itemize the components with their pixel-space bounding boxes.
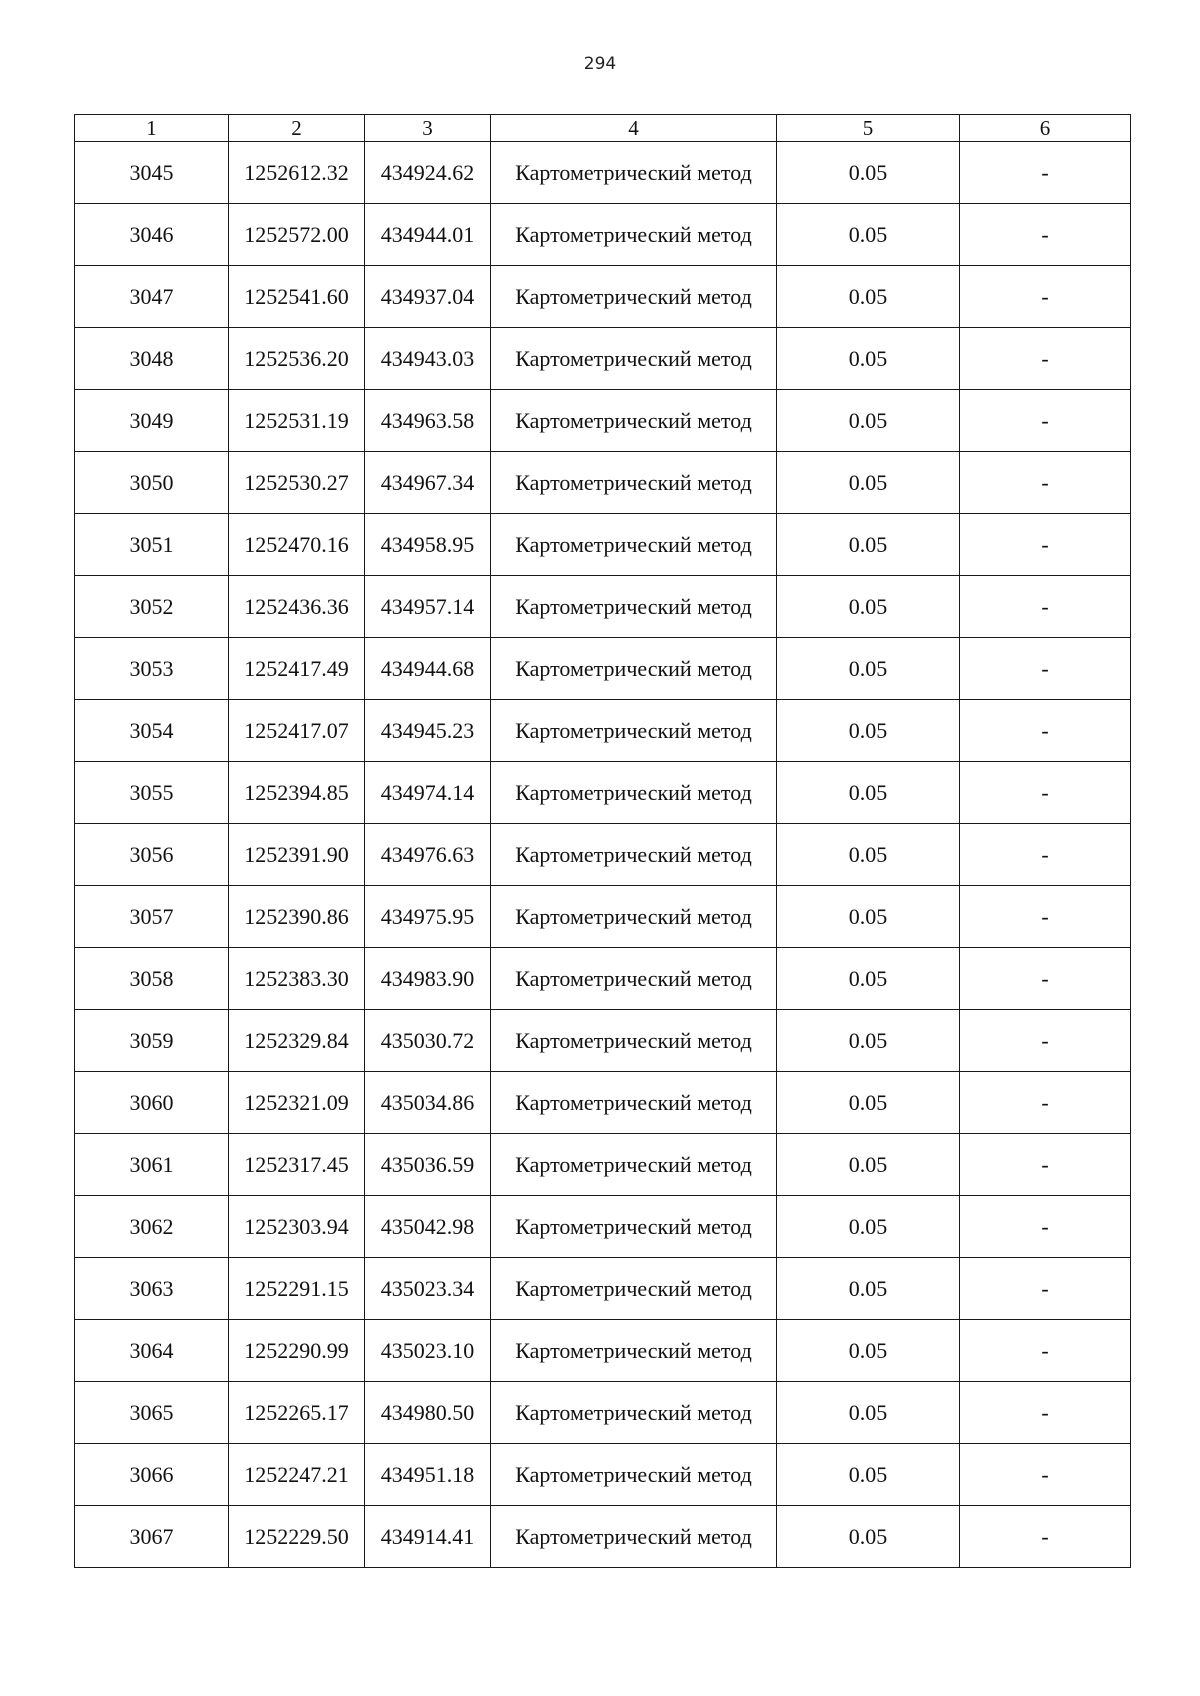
- description-cell: -: [960, 1134, 1131, 1196]
- method-cell: Картометрический метод: [491, 1072, 777, 1134]
- table-row: [75, 1072, 1131, 1134]
- description-cell: -: [960, 824, 1131, 886]
- accuracy-cell: 0.05: [777, 1010, 960, 1072]
- accuracy-cell: 0.05: [777, 1506, 960, 1568]
- table-row: [75, 204, 1131, 266]
- method-cell: Картометрический метод: [491, 1258, 777, 1320]
- description-cell: -: [960, 266, 1131, 328]
- point-number-cell: 3063: [75, 1258, 229, 1320]
- x-coordinate-cell: 1252436.36: [229, 576, 365, 638]
- description-cell: -: [960, 638, 1131, 700]
- table-row: [75, 266, 1131, 328]
- y-coordinate-cell: 434967.34: [365, 452, 491, 514]
- method-cell: Картометрический метод: [491, 886, 777, 948]
- table-row: [75, 948, 1131, 1010]
- accuracy-cell: 0.05: [777, 266, 960, 328]
- x-coordinate-cell: 1252530.27: [229, 452, 365, 514]
- point-number-cell: 3065: [75, 1382, 229, 1444]
- description-cell: -: [960, 948, 1131, 1010]
- x-coordinate-cell: 1252290.99: [229, 1320, 365, 1382]
- description-cell: -: [960, 576, 1131, 638]
- method-cell: Картометрический метод: [491, 390, 777, 452]
- point-number-cell: 3055: [75, 762, 229, 824]
- y-coordinate-cell: 434974.14: [365, 762, 491, 824]
- table-row: [75, 1134, 1131, 1196]
- accuracy-cell: 0.05: [777, 638, 960, 700]
- y-coordinate-cell: 434924.62: [365, 142, 491, 204]
- table-row: [75, 1382, 1131, 1444]
- accuracy-cell: 0.05: [777, 948, 960, 1010]
- point-number-cell: 3053: [75, 638, 229, 700]
- y-coordinate-cell: 434944.01: [365, 204, 491, 266]
- method-cell: Картометрический метод: [491, 1196, 777, 1258]
- description-cell: -: [960, 1196, 1131, 1258]
- accuracy-cell: 0.05: [777, 1072, 960, 1134]
- accuracy-cell: 0.05: [777, 142, 960, 204]
- description-cell: -: [960, 1382, 1131, 1444]
- description-cell: -: [960, 762, 1131, 824]
- table-row: [75, 638, 1131, 700]
- x-coordinate-cell: 1252536.20: [229, 328, 365, 390]
- accuracy-cell: 0.05: [777, 1444, 960, 1506]
- accuracy-cell: 0.05: [777, 514, 960, 576]
- table-row: [75, 514, 1131, 576]
- y-coordinate-cell: 434963.58: [365, 390, 491, 452]
- point-number-cell: 3067: [75, 1506, 229, 1568]
- method-cell: Картометрический метод: [491, 762, 777, 824]
- method-cell: Картометрический метод: [491, 204, 777, 266]
- x-coordinate-cell: 1252317.45: [229, 1134, 365, 1196]
- description-cell: -: [960, 204, 1131, 266]
- coordinates-table: [74, 114, 1131, 1568]
- table-body: [75, 142, 1131, 1568]
- table-row: [75, 1196, 1131, 1258]
- point-number-cell: 3046: [75, 204, 229, 266]
- y-coordinate-cell: 434980.50: [365, 1382, 491, 1444]
- description-cell: -: [960, 1258, 1131, 1320]
- point-number-cell: 3054: [75, 700, 229, 762]
- point-number-cell: 3056: [75, 824, 229, 886]
- y-coordinate-cell: 435023.34: [365, 1258, 491, 1320]
- accuracy-cell: 0.05: [777, 700, 960, 762]
- x-coordinate-cell: 1252470.16: [229, 514, 365, 576]
- table-header-row: [75, 115, 1131, 142]
- x-coordinate-cell: 1252303.94: [229, 1196, 365, 1258]
- table-row: [75, 576, 1131, 638]
- method-cell: Картометрический метод: [491, 948, 777, 1010]
- y-coordinate-cell: 434944.68: [365, 638, 491, 700]
- description-cell: -: [960, 700, 1131, 762]
- description-cell: -: [960, 514, 1131, 576]
- point-number-cell: 3048: [75, 328, 229, 390]
- accuracy-cell: 0.05: [777, 576, 960, 638]
- point-number-cell: 3060: [75, 1072, 229, 1134]
- column-header: 6: [960, 115, 1131, 142]
- description-cell: -: [960, 328, 1131, 390]
- y-coordinate-cell: 434951.18: [365, 1444, 491, 1506]
- method-cell: Картометрический метод: [491, 452, 777, 514]
- table-row: [75, 1444, 1131, 1506]
- description-cell: -: [960, 142, 1131, 204]
- x-coordinate-cell: 1252531.19: [229, 390, 365, 452]
- accuracy-cell: 0.05: [777, 390, 960, 452]
- method-cell: Картометрический метод: [491, 1506, 777, 1568]
- x-coordinate-cell: 1252390.86: [229, 886, 365, 948]
- point-number-cell: 3058: [75, 948, 229, 1010]
- point-number-cell: 3061: [75, 1134, 229, 1196]
- x-coordinate-cell: 1252572.00: [229, 204, 365, 266]
- description-cell: -: [960, 886, 1131, 948]
- method-cell: Картометрический метод: [491, 1010, 777, 1072]
- x-coordinate-cell: 1252417.07: [229, 700, 365, 762]
- point-number-cell: 3066: [75, 1444, 229, 1506]
- point-number-cell: 3062: [75, 1196, 229, 1258]
- x-coordinate-cell: 1252612.32: [229, 142, 365, 204]
- method-cell: Картометрический метод: [491, 142, 777, 204]
- method-cell: Картометрический метод: [491, 328, 777, 390]
- y-coordinate-cell: 434945.23: [365, 700, 491, 762]
- y-coordinate-cell: 434958.95: [365, 514, 491, 576]
- column-header: 2: [229, 115, 365, 142]
- x-coordinate-cell: 1252383.30: [229, 948, 365, 1010]
- table-row: [75, 824, 1131, 886]
- table-row: [75, 762, 1131, 824]
- point-number-cell: 3051: [75, 514, 229, 576]
- y-coordinate-cell: 435042.98: [365, 1196, 491, 1258]
- method-cell: Картометрический метод: [491, 1320, 777, 1382]
- description-cell: -: [960, 390, 1131, 452]
- x-coordinate-cell: 1252247.21: [229, 1444, 365, 1506]
- accuracy-cell: 0.05: [777, 452, 960, 514]
- point-number-cell: 3052: [75, 576, 229, 638]
- accuracy-cell: 0.05: [777, 762, 960, 824]
- y-coordinate-cell: 435036.59: [365, 1134, 491, 1196]
- table-row: [75, 1320, 1131, 1382]
- x-coordinate-cell: 1252229.50: [229, 1506, 365, 1568]
- y-coordinate-cell: 435034.86: [365, 1072, 491, 1134]
- x-coordinate-cell: 1252291.15: [229, 1258, 365, 1320]
- y-coordinate-cell: 434943.03: [365, 328, 491, 390]
- table-row: [75, 1258, 1131, 1320]
- y-coordinate-cell: 434937.04: [365, 266, 491, 328]
- accuracy-cell: 0.05: [777, 1196, 960, 1258]
- page-number: 294: [583, 54, 617, 74]
- description-cell: -: [960, 1072, 1131, 1134]
- table-row: [75, 390, 1131, 452]
- description-cell: -: [960, 1010, 1131, 1072]
- x-coordinate-cell: 1252417.49: [229, 638, 365, 700]
- method-cell: Картометрический метод: [491, 1444, 777, 1506]
- table-row: [75, 452, 1131, 514]
- table-row: [75, 700, 1131, 762]
- table-row: [75, 142, 1131, 204]
- column-header: 1: [75, 115, 229, 142]
- method-cell: Картометрический метод: [491, 638, 777, 700]
- description-cell: -: [960, 1320, 1131, 1382]
- accuracy-cell: 0.05: [777, 1134, 960, 1196]
- point-number-cell: 3047: [75, 266, 229, 328]
- column-header: 5: [777, 115, 960, 142]
- accuracy-cell: 0.05: [777, 1258, 960, 1320]
- description-cell: -: [960, 1506, 1131, 1568]
- table-row: [75, 1010, 1131, 1072]
- x-coordinate-cell: 1252329.84: [229, 1010, 365, 1072]
- accuracy-cell: 0.05: [777, 824, 960, 886]
- description-cell: -: [960, 452, 1131, 514]
- accuracy-cell: 0.05: [777, 204, 960, 266]
- x-coordinate-cell: 1252391.90: [229, 824, 365, 886]
- x-coordinate-cell: 1252394.85: [229, 762, 365, 824]
- method-cell: Картометрический метод: [491, 266, 777, 328]
- point-number-cell: 3049: [75, 390, 229, 452]
- table-row: [75, 1506, 1131, 1568]
- method-cell: Картометрический метод: [491, 700, 777, 762]
- y-coordinate-cell: 435030.72: [365, 1010, 491, 1072]
- point-number-cell: 3045: [75, 142, 229, 204]
- x-coordinate-cell: 1252265.17: [229, 1382, 365, 1444]
- description-cell: -: [960, 1444, 1131, 1506]
- accuracy-cell: 0.05: [777, 886, 960, 948]
- point-number-cell: 3059: [75, 1010, 229, 1072]
- accuracy-cell: 0.05: [777, 1320, 960, 1382]
- point-number-cell: 3064: [75, 1320, 229, 1382]
- method-cell: Картометрический метод: [491, 824, 777, 886]
- method-cell: Картометрический метод: [491, 1382, 777, 1444]
- y-coordinate-cell: 434983.90: [365, 948, 491, 1010]
- y-coordinate-cell: 434975.95: [365, 886, 491, 948]
- column-header: 4: [491, 115, 777, 142]
- accuracy-cell: 0.05: [777, 1382, 960, 1444]
- method-cell: Картометрический метод: [491, 1134, 777, 1196]
- method-cell: Картометрический метод: [491, 514, 777, 576]
- column-header: 3: [365, 115, 491, 142]
- y-coordinate-cell: 435023.10: [365, 1320, 491, 1382]
- table-row: [75, 886, 1131, 948]
- y-coordinate-cell: 434957.14: [365, 576, 491, 638]
- x-coordinate-cell: 1252321.09: [229, 1072, 365, 1134]
- table-row: [75, 328, 1131, 390]
- y-coordinate-cell: 434914.41: [365, 1506, 491, 1568]
- point-number-cell: 3057: [75, 886, 229, 948]
- accuracy-cell: 0.05: [777, 328, 960, 390]
- y-coordinate-cell: 434976.63: [365, 824, 491, 886]
- x-coordinate-cell: 1252541.60: [229, 266, 365, 328]
- method-cell: Картометрический метод: [491, 576, 777, 638]
- point-number-cell: 3050: [75, 452, 229, 514]
